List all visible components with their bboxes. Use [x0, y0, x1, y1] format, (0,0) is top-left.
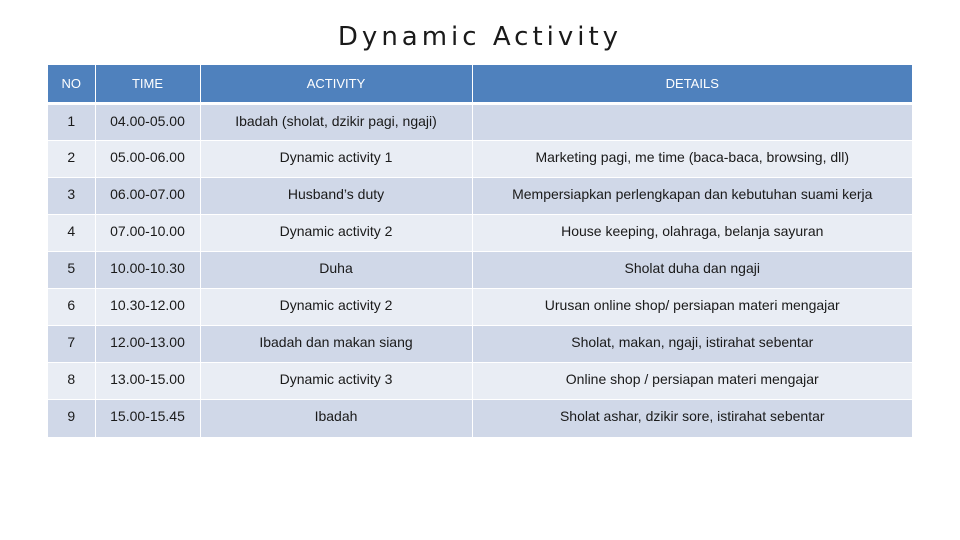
header-no: NO — [48, 65, 95, 104]
cell-activity: Dynamic activity 1 — [200, 141, 472, 178]
table-row — [48, 215, 912, 252]
table-row — [48, 400, 912, 437]
header-activity: ACTIVITY — [200, 65, 472, 104]
header-time: TIME — [95, 65, 200, 104]
cell-details: Sholat ashar, dzikir sore, istirahat sebentar — [472, 400, 912, 437]
cell-details: Mempersiapkan perlengkapan dan kebutuhan suami kerja — [472, 178, 912, 215]
cell-details: Marketing pagi, me time (baca-baca, browsing, dll) — [472, 141, 912, 178]
cell-time: 05.00-06.00 — [95, 141, 200, 178]
cell-activity: Husband’s duty — [200, 178, 472, 215]
table-row — [48, 289, 912, 326]
table-row — [48, 326, 912, 363]
cell-time: 07.00-10.00 — [95, 215, 200, 252]
table-row — [48, 178, 912, 215]
cell-time: 10.30-12.00 — [95, 289, 200, 326]
header-details: DETAILS — [472, 65, 912, 104]
cell-details — [472, 104, 912, 141]
cell-time: 12.00-13.00 — [95, 326, 200, 363]
table-row — [48, 141, 912, 178]
cell-time: 15.00-15.45 — [95, 400, 200, 437]
cell-details: Sholat duha dan ngaji — [472, 252, 912, 289]
cell-no: 2 — [48, 141, 95, 178]
cell-activity: Duha — [200, 252, 472, 289]
cell-time: 10.00-10.30 — [95, 252, 200, 289]
cell-activity: Ibadah — [200, 400, 472, 437]
cell-no: 8 — [48, 363, 95, 400]
table-row — [48, 252, 912, 289]
table-row — [48, 363, 912, 400]
cell-no: 9 — [48, 400, 95, 437]
cell-no: 7 — [48, 326, 95, 363]
cell-time: 06.00-07.00 — [95, 178, 200, 215]
cell-time: 13.00-15.00 — [95, 363, 200, 400]
schedule-table — [48, 65, 912, 437]
cell-no: 6 — [48, 289, 95, 326]
cell-no: 3 — [48, 178, 95, 215]
cell-details: House keeping, olahraga, belanja sayuran — [472, 215, 912, 252]
cell-activity: Dynamic activity 2 — [200, 289, 472, 326]
cell-no: 5 — [48, 252, 95, 289]
cell-no: 4 — [48, 215, 95, 252]
cell-no: 1 — [48, 104, 95, 141]
cell-details: Urusan online shop/ persiapan materi mengajar — [472, 289, 912, 326]
cell-activity: Ibadah dan makan siang — [200, 326, 472, 363]
cell-details: Online shop / persiapan materi mengajar — [472, 363, 912, 400]
cell-details: Sholat, makan, ngaji, istirahat sebentar — [472, 326, 912, 363]
table-row — [48, 104, 912, 141]
table-header-row — [48, 65, 912, 104]
cell-activity: Dynamic activity 2 — [200, 215, 472, 252]
cell-time: 04.00-05.00 — [95, 104, 200, 141]
slide-title: Dynamic Activity — [337, 22, 623, 52]
cell-activity: Dynamic activity 3 — [200, 363, 472, 400]
cell-activity: Ibadah (sholat, dzikir pagi, ngaji) — [200, 104, 472, 141]
